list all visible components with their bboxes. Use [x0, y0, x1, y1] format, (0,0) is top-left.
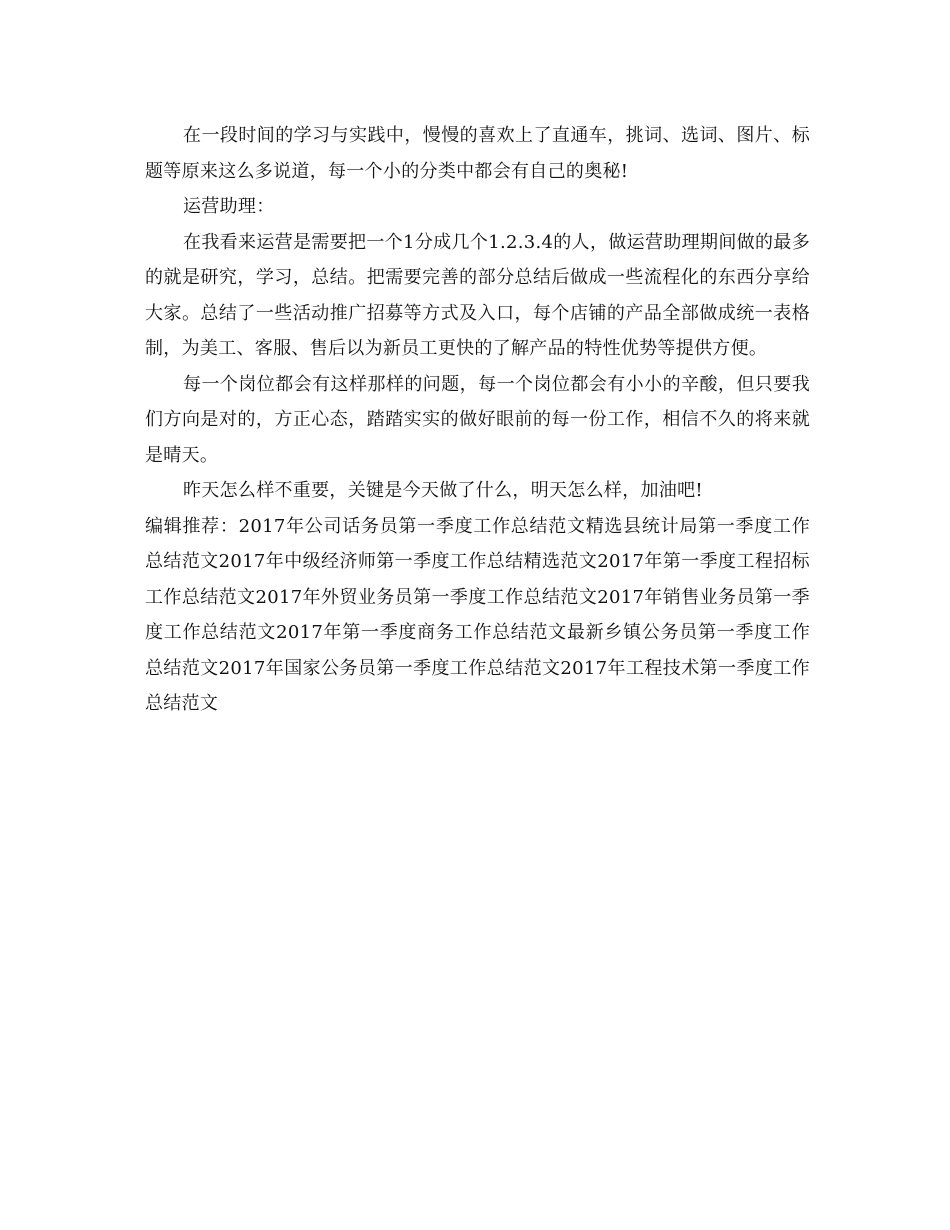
document-body	[145, 118, 810, 722]
paragraph-operations-work: 在我看来运营是需要把一个1分成几个1.2.3.4的人，做运营助理期间做的最多的就是研究，学习，总结。把需要完善的部分总结后做成一些流程化的东西分享给大家。总结了一些活动推广招募等方式及入口，每个店铺的产品全部做成统一表格制，为美工、客服、售后以为新员工更快的了解产品的特性优势等提供方便。	[145, 231, 810, 359]
paragraph-heading-operations-assistant: 运营助理：	[183, 196, 275, 217]
paragraph-every-position: 每一个岗位都会有这样那样的问题，每一个岗位都会有小小的辛酸，但只要我们方向是对的，方正心态，踏踏实实的做好眼前的每一份工作，相信不久的将来就是晴天。	[145, 373, 810, 466]
paragraph-closing: 昨天怎么样不重要，关键是今天做了什么，明天怎么样，加油吧!	[183, 480, 703, 501]
paragraph-zhitongche: 在一段时间的学习与实践中，慢慢的喜欢上了直通车，挑词、选词、图片、标题等原来这么多说道，每一个小的分类中都会有自己的奥秘!	[145, 125, 810, 182]
editor-recommendations: 编辑推荐：2017年公司话务员第一季度工作总结范文精选县统计局第一季度工作总结范文2017年中级经济师第一季度工作总结精选范文2017年第一季度工程招标工作总结范文2017年外贸业务员第一季度工作总结范文2017年销售业务员第一季度工作总结范文2017年第一季度商务工作总结范文最新乡镇公务员第一季度工作总结范文2017年国家公务员第一季度工作总结范文2017年工程技术第一季度工作总结范文	[145, 515, 810, 714]
